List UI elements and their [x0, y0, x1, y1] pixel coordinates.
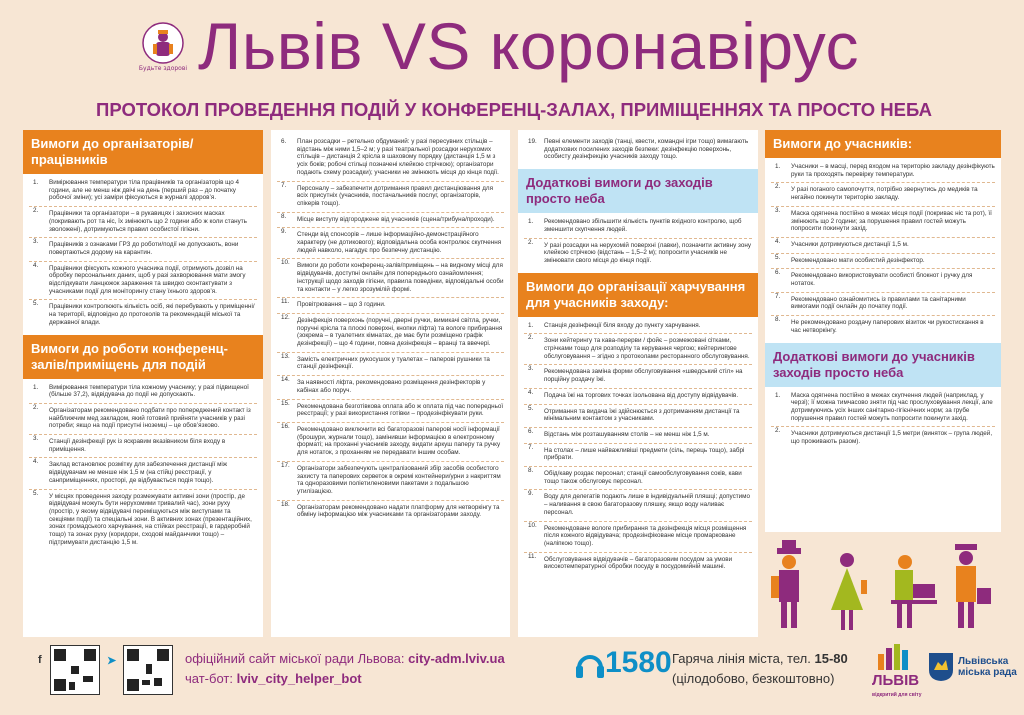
- item-number: 3.: [775, 206, 781, 214]
- page-subtitle: ПРОТОКОЛ ПРОВЕДЕННЯ ПОДІЙ У КОНФЕРЕНЦ-ЗАЛАХ, ПРИМІЩЕННЯХ ТА ПРОСТО НЕБА: [96, 99, 932, 120]
- outdoor-extra-list: [518, 213, 758, 273]
- list-item: [29, 403, 257, 430]
- qr-code-chatbot[interactable]: [123, 645, 173, 695]
- list-item: [771, 315, 995, 334]
- website-label: офіційний сайт міської ради Львова:: [185, 651, 405, 666]
- venue-list-end: [518, 130, 758, 169]
- item-text: За наявності ліфта, рекомендовано розміщення дезінфекторів у кабінах або поруч.: [297, 379, 486, 394]
- list-item: [524, 404, 752, 423]
- item-text: Обслуговування відвідувачів – багаторазовим посудом за умови високотемпературної обробки посуду в посудомийній машині.: [544, 555, 733, 571]
- item-text: Вимоги до роботи конференц-залів/приміщень – на видному місці для відвідувачів, доступні онлайн для попереднього ознайомлення; інструкції щодо заходів гігієни, правила поведінки, відповідальні особи та контакти – у легко зрозумілій формі.: [297, 262, 504, 293]
- logo-caption: Будьте здорові: [138, 65, 188, 72]
- item-text: Дезінфекція поверхонь (поручні, дверні ручки, вимикачі світла, ручки, поручні крісла та плоскі поверхні, кнопки ліфта) та вологе прибирання (зокрема – в туалетних кімнатах, де має бути розміщено графік дезінфекції) – що 4 години, повна дезінфекція – вранці та ввечері.: [297, 316, 503, 348]
- outdoor-extra-section: [518, 169, 758, 273]
- venue-list: [23, 379, 263, 555]
- item-number: 2.: [775, 427, 781, 435]
- item-number: 10.: [528, 521, 537, 529]
- item-text: Працівники контролюють кількість осіб, які перебувають у приміщенні/на території, відповідно до протоколів та рекомендацій міської та державної влади.: [49, 303, 255, 326]
- item-number: 1.: [775, 391, 781, 399]
- list-item: [29, 457, 257, 484]
- facebook-icon[interactable]: f: [38, 654, 42, 666]
- item-text: Працівники фіксують кожного учасника події, отримують дозвіл на обробку персональних даних, щоб у разі захворювання мати змогу відслідкувати ланцюжок зараження та швидко сконтактувати з учасниками події для моніторингу стану їхнього здоров’я.: [49, 264, 246, 295]
- item-number: 9.: [281, 228, 287, 236]
- city-council-crest-icon: [928, 652, 954, 682]
- hotline-line: [672, 650, 848, 668]
- list-item: [524, 364, 752, 383]
- list-item: [277, 297, 504, 309]
- list-item: [277, 422, 504, 457]
- list-item: [524, 333, 752, 360]
- item-number: 7.: [775, 292, 781, 300]
- participants-outdoor-section: [765, 343, 1001, 454]
- list-item: [277, 399, 504, 418]
- item-number: 4.: [775, 237, 781, 245]
- item-number: 1.: [528, 218, 534, 226]
- item-number: 2.: [33, 207, 39, 215]
- list-item: [29, 237, 257, 256]
- list-item: [277, 181, 504, 208]
- item-text: Рекомендована безготівкова оплата або ж оплата під час попередньої реєстрації; у разі використання готівки – продезінфікувати руки.: [297, 402, 504, 418]
- item-number: 15.: [281, 399, 290, 407]
- item-text: Маска одягнена постійно в межах місця події (покриває ніс та рот), її змінюють що 2 години; за порушення правил гостей можуть попросити покинути захід.: [791, 209, 992, 233]
- item-number: 5.: [33, 300, 39, 308]
- item-text: Стенди від спонсорів – лише інформаційно-демонстраційного характеру (не дотикового); відповідальна особа контролює скупчення людей навколо, нагадує про безпечну дистанцію.: [297, 231, 502, 254]
- item-text: План розсадки – ретельно обдуманий: у разі пересувних стільців – відстань між ними 1,5–2 м; у разі театральної розсадки нерухомих стільців – дистанція 2 крісла в шаховому порядку (дистанція 1,5 м з усіх боків; робочі стільці позначені клейкою стрічкою); організатори подають схему розсадки); учасники не змінюють місця до кінця події.: [297, 138, 499, 176]
- list-item: [277, 227, 504, 254]
- chatbot-label: чат-бот:: [185, 671, 233, 686]
- item-number: 8.: [281, 212, 287, 220]
- person-with-laptop-icon: [891, 555, 937, 628]
- item-number: 5.: [33, 489, 39, 497]
- list-item: [524, 552, 752, 571]
- list-item: [277, 352, 504, 371]
- item-text: У разі розсадки на нерухомій поверхні (лавки), позначити активну зону клейкою стрічкою (відстань – 1,5–2 м); попросити учасників не змінювати свого місця до кінця події.: [544, 241, 751, 264]
- people-illustration: [765, 540, 1010, 640]
- organizers-heading: Вимоги до організаторів/ працівників: [23, 130, 263, 174]
- participants-heading: Вимоги до учасників:: [765, 130, 1001, 158]
- logo-figure-icon: [142, 22, 184, 64]
- item-text: Рекомендовано ознайомитись із правилами та санітарними вимогами події онлайн до початку події.: [791, 295, 966, 311]
- item-text: Рекомендоване вологе прибирання та дезінфекція місця розміщення після кожного відвідувача; продезінфіковане місце промарковане (наліпкою тощо).: [544, 524, 747, 547]
- list-item: [277, 500, 504, 519]
- item-text: Певні елементи заходів (танці, квести, командні ігри тощо) вимагають додаткових посилених заходів безпеки: дезінфекцію поверхонь, особисту дезінфекцію учасників заходу тощо.: [544, 138, 749, 161]
- item-text: Заклад встановлює розмітку для забезпечення дистанції між відвідувачам не менше ніж 1,5 м (на стійці реєстрації, у санприміщеннях, просторі, де відбувається подія тощо).: [49, 461, 228, 484]
- item-text: Рекомендовано мати особистий дезінфектор.: [791, 256, 925, 264]
- item-number: 8.: [528, 467, 534, 475]
- organizers-section: [23, 130, 263, 335]
- item-text: Вимірювання температури тіла працівників та організаторів що 4 години, але не менш ніж двічі на день (перший раз – до початку робочої зміни); усі заміри фіксуються в журналі здоров’я.: [49, 179, 240, 202]
- item-text: Відстань між розташуванням столів – не менш ніж 1,5 м.: [544, 430, 710, 438]
- be-healthy-logo: [138, 22, 188, 74]
- list-item: [524, 427, 752, 439]
- list-item: [277, 375, 504, 394]
- item-text: Рекомендовано використовувати особисті блокнот і ручку для нотаток.: [791, 272, 973, 288]
- item-number: 6.: [281, 138, 287, 145]
- item-text: Рекомендована заміна форми обслуговування «шведський стіл» на порційну роздачу їжі.: [544, 368, 743, 384]
- item-number: 3.: [528, 365, 534, 373]
- list-item: [771, 206, 995, 233]
- person-with-bag-icon: [955, 544, 991, 628]
- list-item: [29, 434, 257, 453]
- list-item: [29, 261, 257, 296]
- list-item: [524, 443, 752, 462]
- organizers-list: [23, 174, 263, 335]
- item-number: 2.: [33, 403, 39, 411]
- item-number: 10.: [281, 259, 290, 267]
- catering-heading: Вимоги до організації харчування для учасників заходу:: [518, 273, 758, 317]
- list-item: [771, 268, 995, 287]
- item-number: 1.: [775, 163, 781, 170]
- item-number: 2.: [528, 334, 534, 342]
- column-participants: [765, 130, 1001, 532]
- item-number: 11.: [528, 552, 537, 560]
- venue-list-continued: [271, 130, 510, 527]
- qr-code-website[interactable]: [50, 645, 100, 695]
- item-text: У місцях проведення заходу розмежувати активні зони (простір, де відвідувачі можуть бути нерухомими тривалий час), зони руху (простір, у якому відвідувачі переміщуються між виступами та секціями події) та спеціальні зони. В активних зонах (презентаційних, зонах громадського харчування, на стійках реєстрації, в гардеробній тощо) та зонах руху (коридори, сходові майданчики тощо) – підтримувати дистанцію 1,5 м.: [49, 492, 252, 546]
- hotline-label: Гаряча лінія міста, тел.: [672, 651, 811, 666]
- item-text: Учасники дотримуються дистанції 1,5 м.: [791, 240, 909, 248]
- website-link[interactable]: city-adm.lviv.ua: [408, 651, 505, 666]
- item-number: 7.: [281, 181, 287, 189]
- item-text: Рекомендовано виключити всі багаторазові паперові носії інформації (брошури, журнали тощо), замінивши інформацією в електронному форматі; на проханні учасників заходу, видати аркуш паперу та ручку для нотаток, з проханням не передавати іншим особам.: [297, 425, 501, 457]
- hotline-phone[interactable]: 15-80: [814, 651, 848, 666]
- list-item: [771, 253, 995, 265]
- item-text: Учасники дотримуються дистанції 1,5 метри (виняток – група людей, що проживають разом).: [791, 430, 993, 446]
- participants-outdoor-list: [765, 387, 1001, 454]
- item-number: 8.: [775, 316, 781, 324]
- item-number: 16.: [281, 422, 290, 430]
- telegram-icon[interactable]: ➤: [107, 655, 117, 667]
- item-number: 5.: [775, 253, 781, 261]
- list-item: [277, 461, 504, 496]
- hotline-number: 1580: [605, 646, 672, 679]
- column-organizers: [23, 130, 263, 637]
- item-text: Організатори забезпечують централізований збір засобів особистого захисту та паперових серветок в окремі контейнери/урни з накриттям та одноразовими поліетиленовими пакетами з подальшою утилізацією.: [297, 464, 501, 495]
- item-text: Отримання та видача їжі здійснюється з дотриманням дистанції та мінімальним контактом з учасниками.: [544, 407, 740, 423]
- list-item: [524, 388, 752, 400]
- list-item: [524, 466, 752, 485]
- headset-icon: [575, 648, 605, 684]
- item-text: Організаторам рекомендовано надати платформу для нетворкінгу та обміну інформацією між учасниками та організаторами заходу.: [297, 503, 500, 519]
- item-text: Станція дезінфекції біля входу до пункту харчування.: [544, 321, 701, 329]
- list-item: [277, 138, 504, 177]
- item-text: Працівників з ознаками ГРЗ до роботи/події не допускають, вони повертаються додому на карантин.: [49, 241, 239, 256]
- list-item: [524, 218, 752, 233]
- item-text: Провітрювання – що 3 години.: [297, 301, 386, 309]
- list-item: [771, 182, 995, 201]
- item-text: Персоналу – забезпечити дотримання правил дистанціювання для всіх присутніх (учасників, постачальників послуг, організаторів, спікерів тощо).: [297, 184, 493, 207]
- list-item: [29, 179, 257, 202]
- item-text: Учасники – в масці, перед входом на територію закладу дезінфікують руки та проходять перевірку температури.: [791, 163, 995, 178]
- list-item: [524, 489, 752, 516]
- chatbot-line: [185, 670, 362, 688]
- item-text: Організаторам рекомендовано подбати про попереджений контакт із найближчим мед закладом, який готовий прийняти учасників у разі потреби; якщо на події присутні іноземці – це обов’язково.: [49, 406, 251, 430]
- participants-section: [765, 130, 1001, 343]
- list-item: [771, 292, 995, 311]
- item-number: 11.: [281, 298, 290, 306]
- lviv-tagline: відкритий для світу: [872, 692, 922, 698]
- person-in-dress-icon: [831, 553, 867, 630]
- list-item: [524, 521, 752, 548]
- list-item: [29, 206, 257, 233]
- item-number: 6.: [528, 427, 534, 435]
- item-number: 6.: [775, 269, 781, 277]
- hotline-note: (цілодобово, безкоштовно): [672, 671, 835, 686]
- list-item: [277, 313, 504, 348]
- chatbot-link[interactable]: lviv_city_helper_bot: [236, 671, 362, 686]
- item-number: 3.: [33, 238, 39, 246]
- item-number: 1.: [528, 321, 534, 329]
- item-text: Місце виступу відгороджене від учасників (сцена/трибуна/проходи).: [297, 215, 495, 223]
- item-number: 2.: [528, 238, 534, 246]
- person-with-hat-icon: [771, 540, 801, 628]
- list-item: [29, 299, 257, 326]
- item-text: Маска одягнена постійно в межах скупчення людей (наприклад, у черзі); її можна тимчасово зняти під час прослуховування лекції, але дотримуючись усіх інших санітарно-гігієнічних норм; за грубе порушення правил гостей можуть попросити покинути захід.: [791, 391, 993, 422]
- footer: [0, 642, 1024, 715]
- item-text: У разі поганого самопочуття, потрібно звернутись до медиків та негайно покинути територію закладу.: [791, 186, 978, 202]
- list-item: [771, 237, 995, 249]
- item-number: 17.: [281, 461, 290, 469]
- list-item: [771, 426, 995, 445]
- catering-list: [518, 317, 758, 579]
- item-number: 3.: [33, 435, 39, 443]
- participants-list: [765, 158, 1001, 343]
- item-number: 1.: [33, 179, 39, 186]
- column-venue-continued: [271, 130, 510, 637]
- list-item: [277, 258, 504, 293]
- item-number: 19.: [528, 138, 537, 145]
- venue-section: [23, 335, 263, 555]
- list-item: [524, 138, 752, 161]
- page-title: Львів VS коронавірус: [198, 9, 860, 83]
- item-text: Не рекомендовано роздачу паперових візиток чи рукостискання в час нетворкінгу.: [791, 319, 984, 334]
- item-number: 9.: [528, 490, 534, 498]
- item-text: Замість електричних рукосушок у туалетах – паперові рушники та станції дезінфекції.: [297, 355, 490, 371]
- outdoor-extra-heading: Додаткові вимоги до заходів просто неба: [518, 169, 758, 213]
- item-number: 18.: [281, 500, 290, 508]
- item-number: 4.: [33, 458, 39, 466]
- lviv-city-logo-icon: [876, 644, 916, 670]
- item-number: 7.: [528, 443, 534, 451]
- list-item: [29, 384, 257, 399]
- item-text: Зони кейтерингу та кава-перерви / фойє – розмежовані сітками, стрічками тощо для розподілу та керування чергою; кейтерингове обслуговування – згідно з протоколами ресторанного обслуговування.: [544, 337, 750, 360]
- item-text: Працівники та організатори – в рукавицях і захисних масках (покривають рот та ніс, їх змінюють що 2 години або ж коли стануть зволожені), дотримуються правил особистої гігієни.: [49, 210, 247, 233]
- catering-section: [518, 273, 758, 579]
- item-text: На столах – лише найважливіші предмети (сіль, перець тощо), забрі прибрати.: [544, 446, 745, 462]
- item-number: 2.: [775, 183, 781, 191]
- list-item: [29, 489, 257, 547]
- item-number: 4.: [528, 388, 534, 396]
- item-text: Подача їжі на торгових точках ізольована від доступу відвідувачів.: [544, 391, 739, 399]
- city-council-name: Львівська міська рада: [958, 656, 1017, 678]
- item-text: Вимірювання температури тіла кожному учаснику; у разі підвищеної (більше 37,2), відвідувача до події не допускають.: [49, 383, 249, 399]
- list-item: [771, 163, 995, 178]
- lviv-logo-text: ЛЬВІВ: [872, 672, 920, 689]
- item-text: Рекомендовано збільшити кількість пунктів вхідного контролю, щоб зменшити скупчення людей.: [544, 218, 742, 233]
- item-number: 14.: [281, 376, 290, 384]
- item-number: 13.: [281, 352, 290, 360]
- item-number: 4.: [33, 261, 39, 269]
- column-outdoor-catering: [518, 130, 758, 637]
- item-number: 12.: [281, 313, 290, 321]
- list-item: [524, 322, 752, 330]
- item-number: 5.: [528, 404, 534, 412]
- website-line: [185, 650, 505, 668]
- participants-outdoor-heading: Додаткові вимоги до учасників заходів просто неба: [765, 343, 1001, 387]
- list-item: [524, 238, 752, 265]
- list-item: [771, 392, 995, 423]
- item-text: Станції дезінфекції рук із яскравим вказівником біля входу в приміщення.: [49, 438, 226, 453]
- venue-heading: Вимоги до роботи конференц-залів/приміщень для подій: [23, 335, 263, 379]
- item-text: Обід/каву роздає персонал; станції самообслуговування соків, кави тощо також обслуговує персонал.: [544, 470, 742, 485]
- item-text: Воду для делегатів подають лише в індивідуальній пляшці; допустимо – наливання в свою багаторазову пляшку, якщо воду наливає персонал.: [544, 493, 750, 516]
- list-item: [277, 212, 504, 224]
- item-number: 1.: [33, 383, 39, 391]
